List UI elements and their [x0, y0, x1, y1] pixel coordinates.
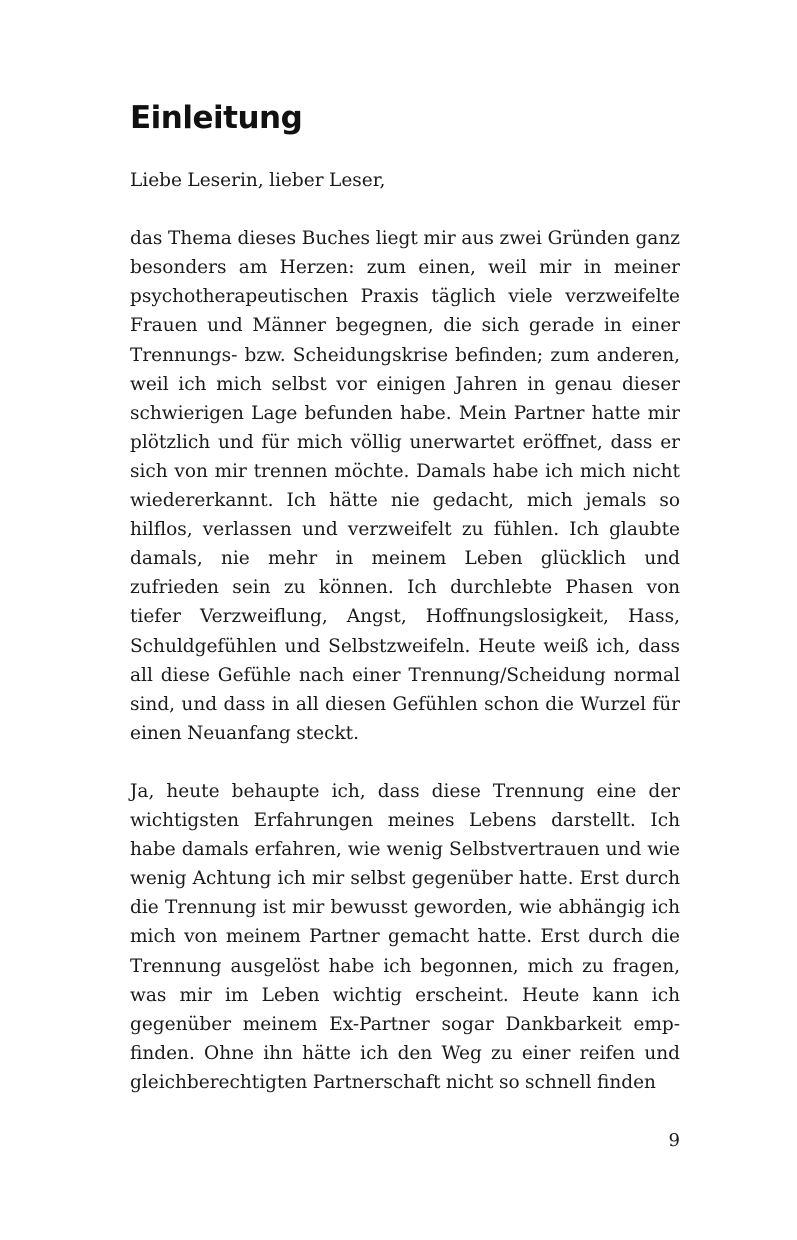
- salutation: Liebe Leserin, lieber Leser,: [130, 170, 386, 191]
- book-page: [130, 0, 680, 1240]
- chapter-title: Einleitung: [130, 100, 303, 136]
- page-number: 9: [668, 1130, 680, 1151]
- paragraph-1: das Thema dieses Buches liegt mir aus zwei Gründen ganz besonders am Herzen: zum einen, weil mir in meiner psychotherapeutischen Praxis täglich viele verzweifelte Frauen und Männer begegnen, die sich gerade in einer Trennungs- bzw. Scheidungskrise befinden; zum anderen, weil ich mich selbst vor einigen Jahren in genau dieser schwierigen Lage befunden habe. Mein Partner hatte mir plötzlich und für mich völlig unerwartet eröffnet, dass er sich von mir trennen möchte. Damals habe ich mich nicht wiedererkannt. Ich hätte nie gedacht, mich jemals so hilflos, verlassen und verzweifelt zu fühlen. Ich glaubte damals, nie mehr in meinem Leben glücklich und zufrieden sein zu können. Ich durchlebte Phasen von tiefer Verzweiflung, Angst, Hoffnungslosigkeit, Hass, Schuldgefühlen und Selbstzweifeln. Heute weiß ich, dass all diese Gefühle nach einer Trennung/​Scheidung normal sind, und dass in all diesen Gefühlen schon die Wurzel für einen Neuanfang steckt.: [130, 228, 680, 744]
- paragraph-2: Ja, heute behaupte ich, dass diese Trennung eine der wichtigsten Erfahrungen meines Lebens darstellt. Ich habe damals erfahren, wie wenig Selbstvertrauen und wie wenig Achtung ich mir selbst gegenüber hatte. Erst durch die Trennung ist mir bewusst geworden, wie abhängig ich mich von meinem Partner gemacht hatte. Erst durch die Trennung ausgelöst habe ich begonnen, mich zu fragen, was mir im Leben wichtig erscheint. Heute kann ich gegenüber meinem Ex-Partner sogar Dankbarkeit empfinden. Ohne ihn hätte ich den Weg zu einer reifen und gleichberechtigten Partnerschaft nicht so schnell finden: [130, 780, 680, 1093]
- body-text: [130, 166, 680, 1097]
